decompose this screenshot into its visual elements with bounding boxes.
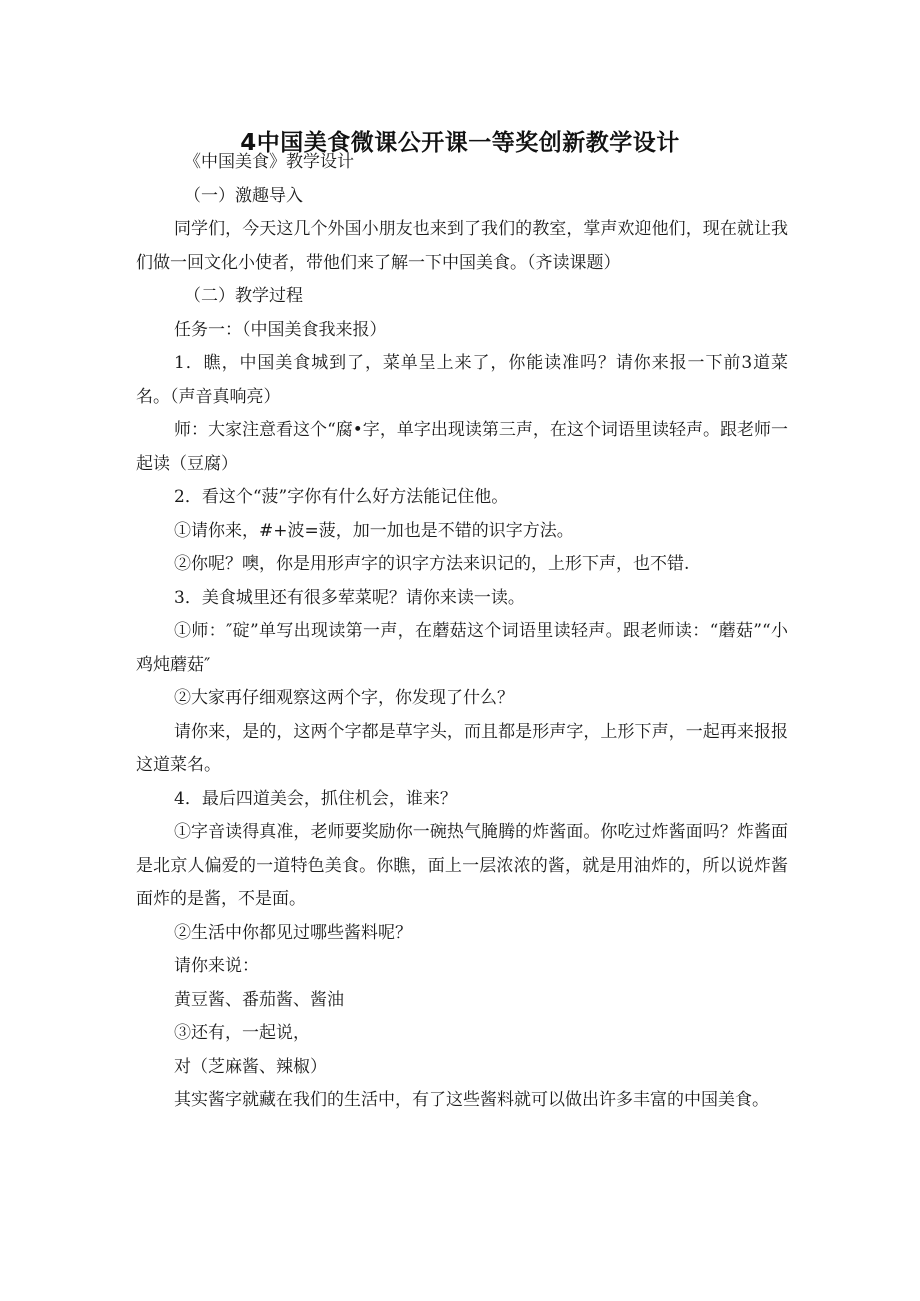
paragraph: ②大家再仔细观察这两个字，你发现了什么？ [174, 688, 514, 708]
paragraph: ①请你来，#+波=菠，加一加也是不错的识字方法。 [174, 520, 574, 541]
document-body [136, 146, 788, 1118]
paragraph: 对（芝麻酱、辣椒） [174, 1056, 327, 1077]
paragraph: 4．最后四道美会，抓住机会，谁来？ [174, 788, 457, 809]
paragraph: 请你来，是的，这两个字都是草字头，而且都是形声字，上形下声，一起再来报报这道菜名。 [136, 721, 788, 775]
paragraph: ①师：″碇”单写出现读第一声，在蘑菇这个词语里读轻声。跟老师读：“蘑菇”“小鸡炖蘑菇″ [136, 621, 788, 675]
paragraph: 2．看这个“菠”字你有什么好方法能记住他。 [174, 487, 509, 507]
paragraph: ①字音读得真准，老师要奖励你一碗热气腌腾的炸酱面。你吃过炸酱面吗？炸酱面是北京人偏爱的一道特色美食。你瞧，面上一层浓浓的酱，就是用油炸的，所以说炸酱面炸的是酱，不是面。 [136, 822, 788, 909]
document-title: 4中国美食微课公开课一等奖创新教学设计 [240, 130, 680, 157]
paragraph: 请你来说： [174, 956, 259, 976]
paragraph: 师：大家注意看这个“腐•字，单字出现读第三声，在这个词语里读轻声。跟老师一起读（豆腐） [136, 420, 788, 474]
paragraph: ②生活中你都见过哪些酱料呢？ [174, 922, 412, 943]
paragraph: 3．美食城里还有很多荤菜呢？请你来读一读。 [174, 587, 525, 608]
subtitle: 《中国美食》教学设计 [184, 152, 354, 172]
paragraph: 黄豆酱、番茄酱、酱油 [174, 989, 344, 1010]
paragraph: 其实酱字就藏在我们的生活中，有了这些酱料就可以做出许多丰富的中国美食。 [174, 1090, 769, 1110]
paragraph: 1．瞧，中国美食城到了，菜单呈上来了，你能读准吗？请你来报一下前3道菜名。（声音真响亮） [136, 353, 788, 407]
paragraph: 同学们，今天这几个外国小朋友也来到了我们的教室，掌声欢迎他们，现在就让我们做一回文化小使者，带他们来了解一下中国美食。（齐读课题） [136, 219, 788, 273]
task-heading: 任务一：（中国美食我来报） [174, 319, 387, 340]
paragraph: ②你呢？噢，你是用形声字的识字方法来识记的，上形下声，也不错. [174, 554, 690, 574]
paragraph: ③还有，一起说， [174, 1023, 310, 1043]
section-heading-intro: （一）激趣导入 [184, 185, 303, 206]
section-heading-process: （二）教学过程 [184, 286, 303, 306]
